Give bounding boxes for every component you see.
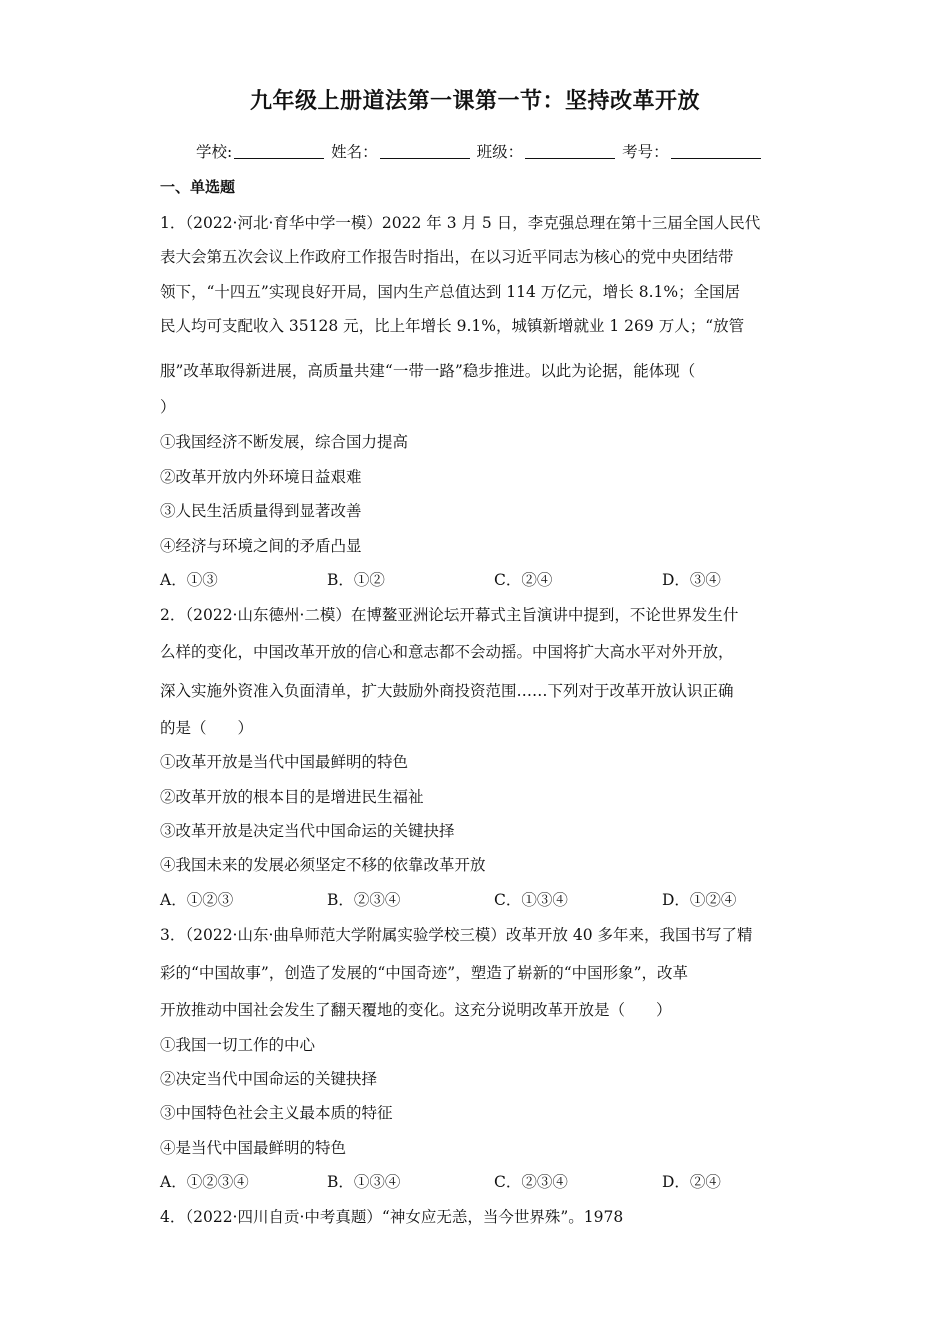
question-text-line: 3．（2022·山东·曲阜师范大学附属实验学校三模）改革开放 40 多年来，我国书写了精	[160, 926, 753, 944]
question-text-line: 民人均可支配收入 35128 元，比上年增长 9.1%，城镇新增就业 1 269 万人；“放管	[160, 317, 745, 335]
option-c: C．①③④	[494, 891, 568, 909]
question-text-line: 服”改革取得新进展，高质量共建“一带一路”稳步推进。以此为论据，能体现（	[160, 362, 696, 380]
statement: ④是当代中国最鲜明的特色	[160, 1139, 347, 1157]
option-a: A．①②③④	[160, 1173, 249, 1191]
option-d: D．②④	[662, 1173, 721, 1191]
question-text-line: 深入实施外资准入负面清单，扩大鼓励外商投资范围……下列对于改革开放认识正确	[160, 682, 734, 700]
statement: ②改革开放的根本目的是增进民生福祉	[160, 788, 424, 806]
question-text-line: ）	[160, 398, 176, 416]
option-a: A．①②③	[160, 891, 234, 909]
option-d: D．①②④	[662, 891, 737, 909]
exam-number-label: 考号：	[622, 143, 669, 161]
question-text-line: 4．（2022·四川自贡·中考真题）“神女应无恙，当今世界殊”。1978	[160, 1208, 624, 1226]
option-b: B．②③④	[327, 891, 401, 909]
exam-number-blank	[671, 144, 761, 159]
option-a: A．①③	[160, 571, 218, 589]
student-info-row	[196, 140, 763, 162]
question-text-line: 领下，“十四五”实现良好开局，国内生产总值达到 114 万亿元，增长 8.1%；全国居	[160, 283, 741, 301]
statement: ②决定当代中国命运的关键抉择	[160, 1070, 378, 1088]
statement: ③人民生活质量得到显著改善	[160, 502, 362, 520]
statement: ④我国未来的发展必须坚定不移的依靠改革开放	[160, 856, 486, 874]
statement: ①我国经济不断发展，综合国力提高	[160, 433, 409, 451]
question-text-line: 1．（2022·河北·育华中学一模）2022 年 3 月 5 日，李克强总理在第十三届全国人民代	[160, 214, 761, 232]
question-text-line: 2．（2022·山东德州·二模）在博鳌亚洲论坛开幕式主旨演讲中提到，不论世界发生什	[160, 606, 739, 624]
name-label: 姓名：	[331, 143, 378, 161]
statement: ③改革开放是决定当代中国命运的关键抉择	[160, 822, 455, 840]
statement: ②改革开放内外环境日益艰难	[160, 468, 362, 486]
question-text-line: 么样的变化，中国改革开放的信心和意志都不会动摇。中国将扩大高水平对外开放，	[160, 643, 734, 661]
school-blank	[234, 144, 324, 159]
class-blank	[525, 144, 615, 159]
option-b: B．①③④	[327, 1173, 401, 1191]
question-text-line: 的是（ ）	[160, 719, 254, 737]
section-heading: 一、单选题	[160, 178, 236, 196]
option-c: C．②④	[494, 571, 553, 589]
statement: ③中国特色社会主义最本质的特征	[160, 1104, 393, 1122]
school-label: 学校:	[196, 143, 233, 161]
question-text-line: 彩的“中国故事”，创造了发展的“中国奇迹”，塑造了崭新的“中国形象”，改革	[160, 964, 689, 982]
name-blank	[380, 144, 470, 159]
statement: ①改革开放是当代中国最鲜明的特色	[160, 753, 409, 771]
class-label: 班级：	[476, 143, 524, 161]
page-title: 九年级上册道法第一课第一节：坚持改革开放	[249, 89, 700, 114]
question-text-line: 开放推动中国社会发生了翻天覆地的变化。这充分说明改革开放是（ ）	[160, 1001, 672, 1019]
question-text-line: 表大会第五次会议上作政府工作报告时指出，在以习近平同志为核心的党中央团结带	[160, 248, 734, 266]
option-b: B．①②	[327, 571, 385, 589]
statement: ①我国一切工作的中心	[160, 1036, 316, 1054]
option-d: D．③④	[662, 571, 721, 589]
option-c: C．②③④	[494, 1173, 568, 1191]
statement: ④经济与环境之间的矛盾凸显	[160, 537, 362, 555]
